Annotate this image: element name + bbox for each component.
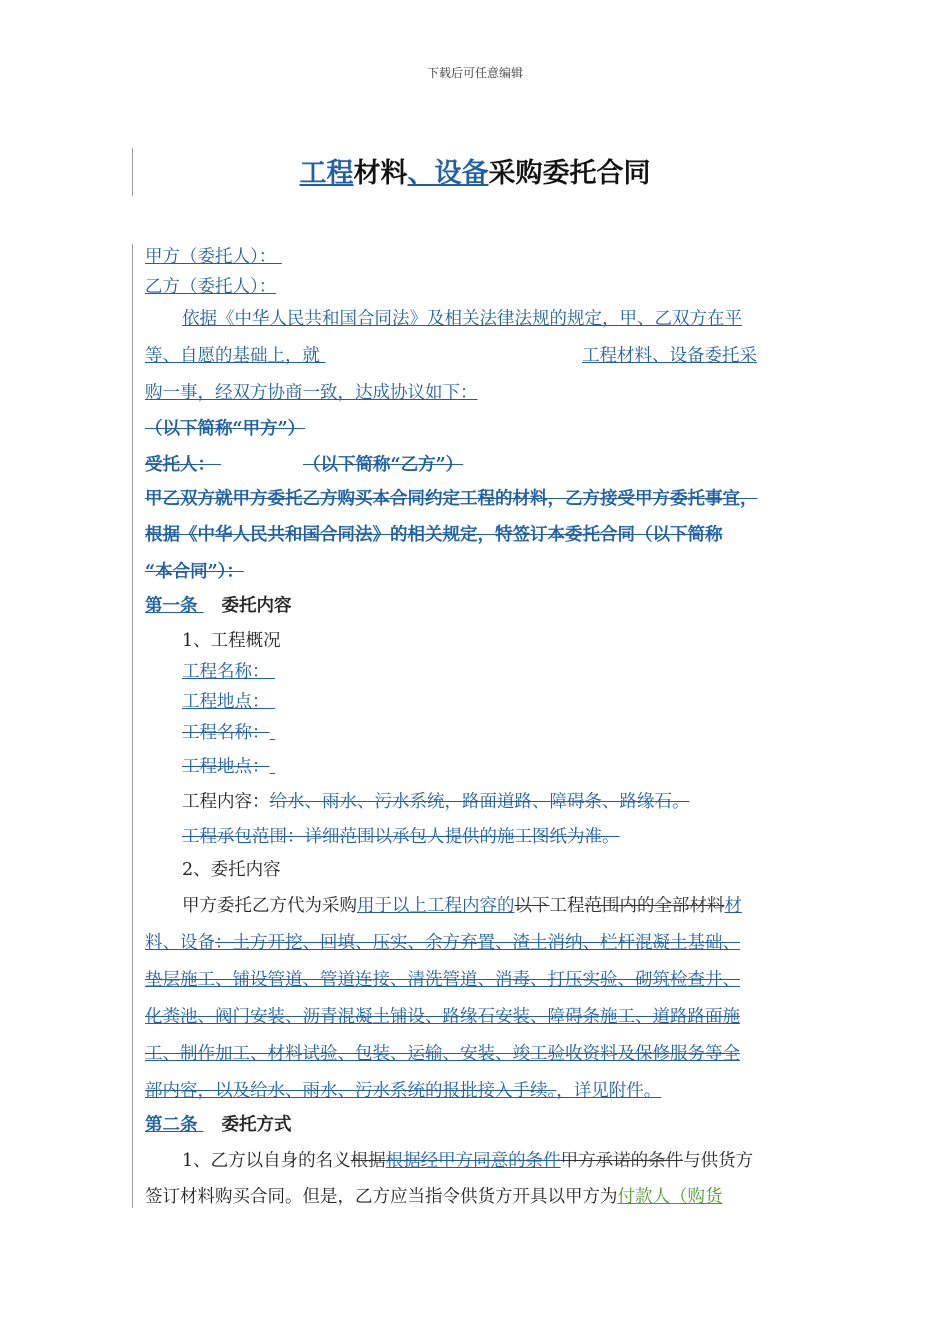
body-text: 1、乙方以自身的名义 [182, 1151, 351, 1171]
project-name-blank [320, 343, 582, 369]
page-header: 下载后可任意编辑 [426, 66, 523, 80]
inserted-text: 材 [724, 896, 742, 916]
deleted-line-2 [145, 452, 463, 478]
deleted-text: 范围内的全部材料 [584, 896, 725, 916]
intro-text: 购一事，经双方协商一致，达成协议如下： [145, 383, 478, 403]
deleted-line-4 [145, 522, 723, 548]
inserted-text: 料、设备 [145, 933, 215, 953]
deleted-text: 部内容，以及给水、雨水、污水系统的报批接入手续。 [145, 1081, 557, 1101]
field-label: 工程地点： [182, 757, 270, 777]
section-title: 2、委托内容 [182, 860, 281, 880]
article-number: 第二条 [145, 1115, 198, 1135]
party-a-label: 甲方（委托人）： [145, 247, 277, 267]
intro-text: 等、自愿的基础上，就 [145, 346, 320, 366]
document-title [0, 154, 950, 194]
deleted-line-3 [145, 486, 758, 512]
deleted-text: 化粪池、阀门安装、沥青混凝土铺设、路缘石安装、障碍条施工、道路路面施 [145, 1007, 740, 1027]
field-label: 工程名称： [182, 662, 270, 682]
party-b-line [145, 274, 276, 300]
deleted-text: ：土方开挖、回填、压实、余方弃置、渣土消纳、栏杆混凝土基础、 [215, 933, 740, 953]
party-b-label: 乙方（委托人）： [145, 277, 277, 297]
field-label: 工程名称： [182, 723, 270, 743]
deleted-text: 以下 [514, 896, 550, 916]
deleted-text: 根据经甲方同意的条件 [385, 1151, 561, 1171]
project-address-inserted [182, 689, 286, 715]
article-title: 委托方式 [221, 1115, 292, 1135]
delegation-line-4 [145, 1004, 740, 1030]
delegation-line-3 [145, 967, 740, 993]
intro-text: 工程材料、设备委托采 [582, 346, 757, 366]
inserted-text-green: 付款人（购货 [617, 1187, 723, 1207]
intro-line-1 [182, 306, 742, 332]
party-a-blank [276, 244, 338, 270]
deleted-text: 甲乙双方就甲方委托乙方购买本合同约定工程的材料，乙方接受甲方委托事宜， [145, 489, 758, 509]
inserted-text: ，详见附件。 [556, 1081, 662, 1101]
intro-text: 依据《中华人民共和国合同法》及相关法律法规的规定，甲、乙双方在平 [182, 309, 742, 329]
section-1-2 [182, 857, 281, 883]
deleted-text: 工、制作加工、材料试验、包装、运输、安装、竣工验收资料及保修服务等全 [145, 1044, 740, 1064]
article-title: 委托内容 [221, 596, 292, 616]
deleted-line-1 [145, 416, 305, 442]
deleted-text: 受托人： [145, 455, 215, 475]
delegation-line-2 [145, 930, 740, 956]
project-name-inserted [182, 659, 286, 685]
body-text: 与供货方 [683, 1151, 754, 1171]
deleted-text: （以下简称“乙方”） [303, 455, 464, 475]
deleted-text: 根据《中华人民共和国合同法》的相关规定，特签订本委托合同（以下简称 [145, 525, 723, 545]
deleted-text: 甲方承诺的条件 [560, 1151, 684, 1171]
trustee-blank [215, 452, 303, 478]
intro-line-2 [145, 343, 757, 369]
project-scope-deleted [182, 824, 620, 850]
title-part: 材料 [353, 158, 408, 189]
title-part: 采购委托合同 [488, 158, 651, 189]
article-1-heading [145, 593, 292, 619]
party-a-line [145, 244, 338, 270]
deleted-text: 给水、雨水、污水系统，路面道路、障碍条、路缘石。 [269, 792, 690, 812]
delegation-line-6 [145, 1078, 661, 1104]
delegation-line-1 [182, 893, 742, 919]
project-content [182, 789, 690, 815]
article-number: 第一条 [145, 596, 198, 616]
intro-line-3 [145, 380, 478, 406]
article-2-line-1 [182, 1148, 753, 1174]
field-label: 工程地点： [182, 692, 270, 712]
deleted-line-5 [145, 559, 244, 585]
change-bar-body [132, 244, 133, 1208]
title-part-inserted: 、设备 [407, 158, 489, 189]
article-2-line-2 [145, 1184, 723, 1210]
field-label: 工程内容： [182, 792, 270, 812]
inserted-text: 用于以上工程内容的 [357, 896, 515, 916]
article-2-heading [145, 1112, 292, 1138]
body-text: 签订材料购买合同。但是，乙方应当指令供货方开具以甲方为 [145, 1187, 618, 1207]
project-address-deleted [182, 754, 280, 780]
deleted-text: 工程承包范围：详细范围以承包人提供的施工图纸为准。 [182, 827, 620, 847]
deleted-text: 根据 [350, 1151, 386, 1171]
deleted-text: “本合同”）： [145, 562, 244, 582]
title-part-inserted: 工程 [299, 158, 354, 189]
project-name-deleted [182, 720, 280, 746]
delegation-line-5 [145, 1041, 740, 1067]
body-text: 甲方委托乙方代为采购 [182, 896, 357, 916]
deleted-text: 垫层施工、铺设管道、管道连接、清洗管道、消毒、打压实验、砌筑检查井、 [145, 970, 740, 990]
deleted-text: （以下简称“甲方”） [145, 419, 306, 439]
section-title: 1、工程概况 [182, 631, 281, 651]
section-1-1 [182, 628, 281, 654]
body-text: 工程 [549, 896, 585, 916]
